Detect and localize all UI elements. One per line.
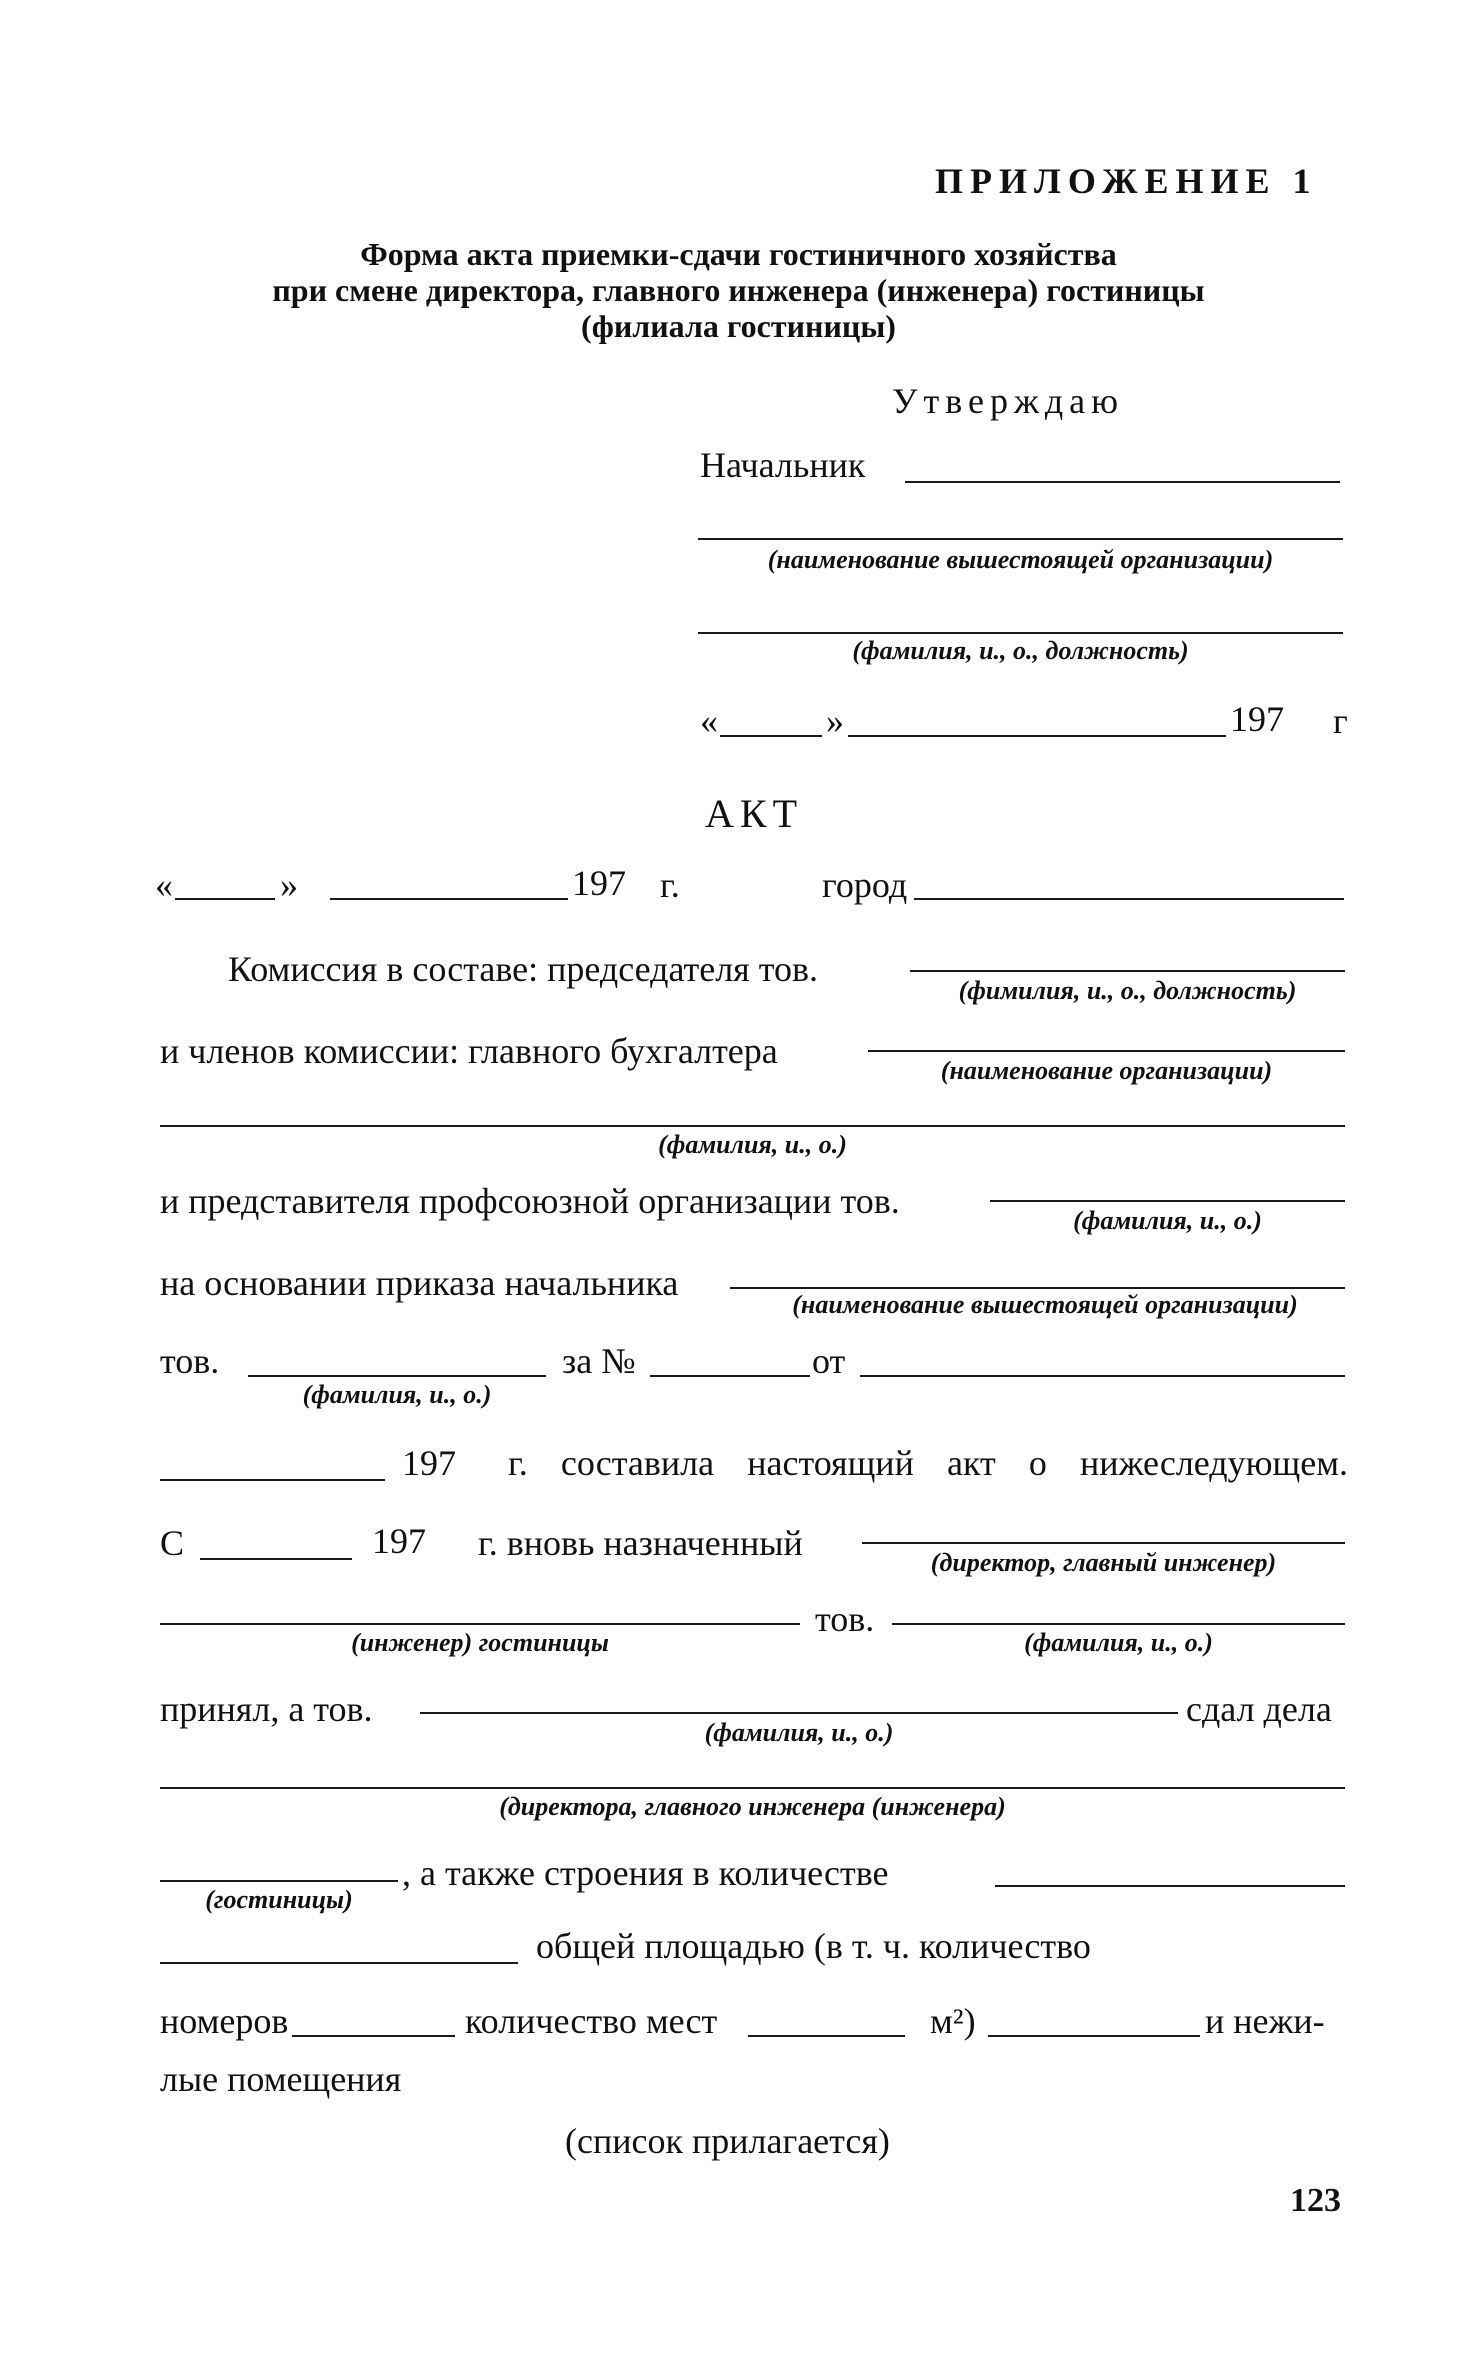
new-name-caption: (фамилия, и., о.) xyxy=(1024,1628,1213,1657)
approve-quote-open: « xyxy=(700,701,718,741)
act-quote-open: « xyxy=(155,865,173,905)
member-name-line xyxy=(160,1125,1345,1127)
handed-text: сдал дела xyxy=(1186,1689,1332,1729)
hotel-line xyxy=(160,1880,398,1882)
nonres-text-1: и нежи- xyxy=(1205,2001,1325,2041)
director-line xyxy=(862,1542,1345,1544)
area-line xyxy=(160,1962,518,1964)
order-no-line xyxy=(650,1375,810,1377)
title-line-1: Форма акта приемки-сдачи гостиничного хозяйства xyxy=(360,236,1117,272)
title-line-2: при смене директора, главного инженера (инженера) гостиницы xyxy=(272,272,1205,308)
act-quote-close: » xyxy=(280,865,298,905)
tov-label: тов. xyxy=(160,1341,220,1381)
approve-month-line xyxy=(848,735,1226,737)
compiled-date-line xyxy=(160,1479,385,1481)
act-month-line xyxy=(330,898,568,900)
act-city-line xyxy=(914,898,1344,900)
engineer-line xyxy=(160,1623,800,1625)
chief-line xyxy=(905,481,1340,483)
act-city-label: город xyxy=(822,865,908,905)
appendix-heading: ПРИЛОЖЕНИЕ 1 xyxy=(935,161,1318,201)
chief-label: Начальник xyxy=(700,445,866,485)
hotel-caption: (гостиницы) xyxy=(205,1885,353,1914)
accepted-text: принял, а тов. xyxy=(160,1689,373,1729)
approve-year: 197 xyxy=(1230,699,1284,739)
old-name-line xyxy=(420,1712,1178,1714)
appointed-date-line xyxy=(200,1558,352,1560)
compiled-text: г. составила настоящий акт о нижеследующем. xyxy=(508,1443,1348,1483)
places-line xyxy=(748,2035,905,2037)
act-year: 197 xyxy=(572,863,626,903)
name-post-caption: (фамилия, и., о., должность) xyxy=(852,636,1189,665)
places-label: количество мест xyxy=(465,2001,718,2041)
buildings-count-line xyxy=(995,1885,1345,1887)
list-attached: (список прилагается) xyxy=(565,2121,890,2161)
m2-line xyxy=(988,2035,1200,2037)
m2-label: м²) xyxy=(930,2001,976,2041)
ot-label: от xyxy=(812,1341,846,1381)
act-day-line xyxy=(175,898,275,900)
appointed-year: 197 xyxy=(372,1521,426,1561)
tov-line xyxy=(248,1375,546,1377)
rooms-label: номеров xyxy=(160,2001,289,2041)
name-post-line xyxy=(698,632,1343,634)
s-label: С xyxy=(160,1523,185,1563)
za-no-label: за № xyxy=(562,1341,636,1381)
director-caption: (директор, главный инженер) xyxy=(930,1548,1277,1577)
also-text: , а также строения в количестве xyxy=(402,1853,889,1893)
position-caption: (директора, главного инженера (инженера) xyxy=(499,1792,1006,1821)
union-text: и представителя профсоюзной организации тов. xyxy=(160,1181,900,1221)
compiled-year: 197 xyxy=(402,1443,456,1483)
approve-day-line xyxy=(720,735,822,737)
nonres-text-2: лые помещения xyxy=(160,2059,402,2099)
chairman-line xyxy=(910,970,1345,972)
old-name-caption: (фамилия, и., о.) xyxy=(704,1718,894,1747)
order-date-line xyxy=(860,1375,1345,1377)
union-line xyxy=(990,1200,1345,1202)
tov-2-label: тов. xyxy=(815,1599,875,1639)
approve-heading: Утверждаю xyxy=(892,381,1125,421)
basis-caption: (наименование вышестоящей организации) xyxy=(792,1290,1298,1319)
rooms-line xyxy=(292,2035,455,2037)
act-heading: АКТ xyxy=(705,791,803,836)
accountant-line xyxy=(868,1050,1345,1052)
title-line-3: (филиала гостиницы) xyxy=(581,308,896,344)
member-name-caption: (фамилия, и., о.) xyxy=(658,1130,847,1159)
appointed-text: г. вновь назначенный xyxy=(478,1523,803,1563)
approve-quote-close: » xyxy=(826,701,844,741)
members-text: и членов комиссии: главного бухгалтера xyxy=(160,1031,778,1071)
tov-caption: (фамилия, и., о.) xyxy=(302,1380,492,1409)
position-line xyxy=(160,1787,1345,1789)
act-g: г. xyxy=(660,865,680,905)
new-name-line xyxy=(892,1623,1345,1625)
org-line xyxy=(698,538,1343,540)
org-caption: (наименование вышестоящей организации) xyxy=(767,545,1274,574)
basis-line xyxy=(730,1287,1345,1289)
approve-g: г xyxy=(1333,701,1348,741)
engineer-caption: (инженер) гостиницы xyxy=(351,1628,609,1657)
chairman-caption: (фимилия, и., о., должность) xyxy=(958,976,1297,1005)
page-number: 123 xyxy=(1290,2182,1341,2219)
commission-text: Комиссия в составе: председателя тов. xyxy=(228,949,818,989)
accountant-caption: (наименование организации) xyxy=(940,1056,1273,1085)
basis-text: на основании приказа начальника xyxy=(160,1263,679,1303)
union-caption: (фамилия, и., о.) xyxy=(1073,1206,1262,1235)
area-text: общей площадью (в т. ч. количество xyxy=(536,1926,1091,1966)
